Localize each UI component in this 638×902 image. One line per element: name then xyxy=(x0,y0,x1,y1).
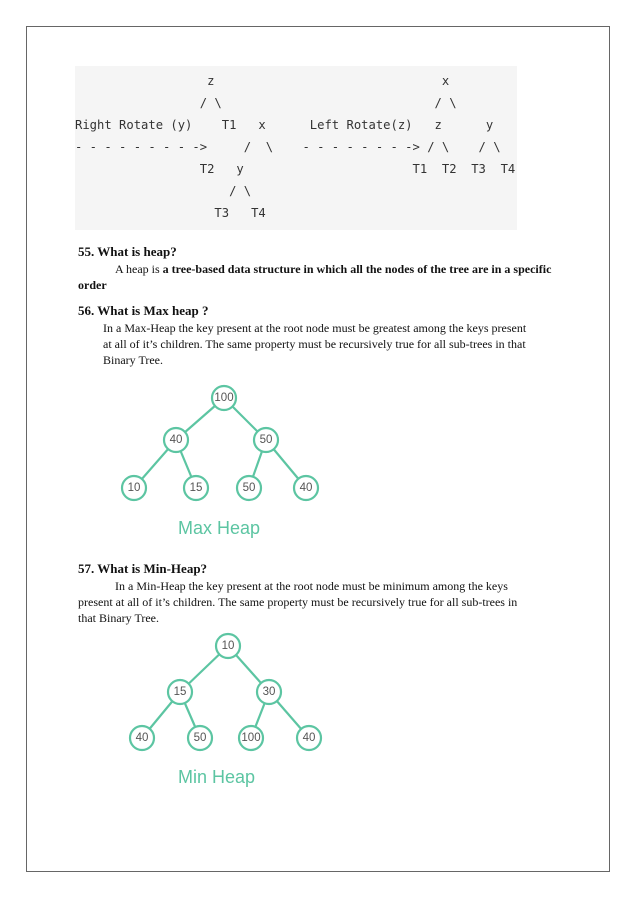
tree-node-label: 40 xyxy=(135,732,149,744)
q57-answer-line: that Binary Tree. xyxy=(78,611,159,625)
code-line: Right Rotate (y) T1 x Left Rotate(z) z y xyxy=(75,118,494,132)
q56-title: 56. What is Max heap ? xyxy=(78,303,209,318)
q57-answer-line: present at all of it’s children. The same property must be recursively true for all sub-trees in xyxy=(78,595,518,609)
tree-node-label: 40 xyxy=(299,482,313,494)
max-heap-caption: Max Heap xyxy=(178,518,261,538)
min-heap-caption: Min Heap xyxy=(178,767,256,787)
tree-node-label: 15 xyxy=(173,686,187,698)
tree-node-label: 30 xyxy=(262,686,276,698)
tree-node-label: 50 xyxy=(193,732,207,744)
tree-node-label: 10 xyxy=(221,640,235,652)
tree-node-label: 50 xyxy=(259,434,273,446)
q56-answer-line: In a Max-Heap the key present at the root node must be greatest among the keys present xyxy=(103,321,527,335)
tree-node-label: 100 xyxy=(214,392,234,404)
q55-answer-bold: a tree-based data structure in which all the nodes of the tree are in a specific xyxy=(162,262,552,276)
code-line: T2 y T1 T2 T3 T4 xyxy=(75,162,516,176)
rotation-code-block xyxy=(75,66,517,230)
code-line: T3 T4 xyxy=(75,206,266,220)
tree-node-label: 50 xyxy=(242,482,256,494)
tree-node-label: 10 xyxy=(127,482,141,494)
min-heap-diagram xyxy=(116,631,346,796)
max-heap-diagram xyxy=(110,382,340,547)
q55-answer-prefix: A heap is xyxy=(115,262,163,276)
tree-node-label: 15 xyxy=(189,482,203,494)
q55-answer xyxy=(78,261,560,277)
q56-answer-line: Binary Tree. xyxy=(103,353,163,367)
q56-answer-line: at all of it’s children. The same property must be recursively true for all sub-trees in that xyxy=(103,337,526,351)
tree-node-label: 40 xyxy=(302,732,316,744)
code-line: z x xyxy=(75,74,450,88)
tree-node-label: 40 xyxy=(169,434,183,446)
q55-answer-line2: order xyxy=(78,278,107,292)
code-line: / \ / \ xyxy=(75,96,457,110)
q57-title: 57. What is Min-Heap? xyxy=(78,561,208,576)
code-line: - - - - - - - - -> / \ - - - - - - - -> / \ / \ xyxy=(75,140,501,154)
q57-answer-line: In a Min-Heap the key present at the root node must be minimum among the keys xyxy=(115,579,508,593)
tree-node-label: 100 xyxy=(241,732,261,744)
code-line: / \ xyxy=(75,184,252,198)
q55-title: 55. What is heap? xyxy=(78,244,177,259)
